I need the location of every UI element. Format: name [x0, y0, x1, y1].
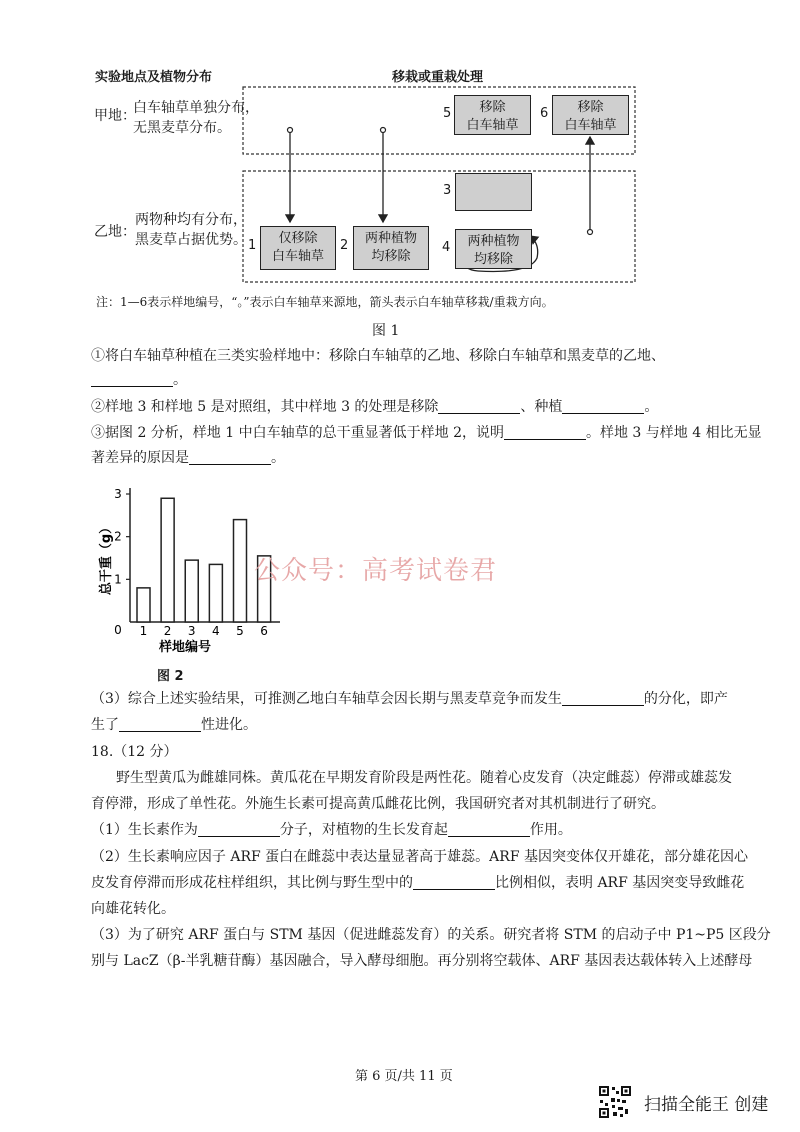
answer-blank[interactable]: [198, 820, 280, 837]
y-tick-label: 2: [114, 529, 122, 544]
site-a-name: 甲地：: [94, 108, 136, 124]
q18-p1-cont: 育停滞，形成了单性花。外施生长素可提高黄瓜雌花比例，我国研究者对其机制进行了研究。: [91, 796, 665, 812]
plot-2-box: 两种植物 均移除: [353, 226, 429, 270]
x-tick-label: 2: [163, 624, 172, 638]
answer-blank[interactable]: [91, 370, 173, 387]
q17-p1: ①将白车轴草种植在三类实验样地中：移除白车轴草的乙地、移除白车轴草和黑麦草的乙地、: [91, 348, 665, 364]
figure2-bar-chart: [80, 478, 280, 678]
q17-p1-cont: 。: [91, 369, 187, 391]
q17-p3-cont: 著差异的原因是 。: [91, 450, 285, 466]
q17-p3: ③据图 2 分析，样地 1 中白车轴草的总干重显著低于样地 2，说明 。样地 3 与样地 4 相比无显: [91, 425, 762, 441]
figure1-header-right: 移栽或重栽处理: [392, 70, 484, 85]
q18-title: 18.（12 分）: [91, 744, 178, 760]
answer-blank[interactable]: [189, 448, 271, 465]
source-marker: [381, 128, 386, 133]
x-tick-label: 5: [236, 624, 244, 638]
q18-p4-cont: 别与 LacZ（β-半乳糖苷酶）基因融合，导入酵母细胞。再分别将空载体、ARF 基因表达载体转入上述酵母: [91, 953, 753, 969]
plot-1-number: 1: [248, 238, 257, 253]
x-tick-label: 3: [187, 624, 196, 638]
page-number: 第 6 页/共 11 页: [355, 1069, 453, 1084]
plot-2-number: 2: [340, 238, 349, 253]
y-axis-label: 总干重（g）: [99, 520, 114, 596]
y-tick-label: 1: [114, 572, 122, 587]
q18-p3-cont2: 向雄花转化。: [91, 901, 175, 917]
q17-p2: ②样地 3 和样地 5 是对照组，其中样地 3 的处理是移除 、种植 。: [91, 399, 659, 415]
source-marker: [588, 230, 593, 235]
x-tick-label: 6: [260, 624, 268, 638]
figure1-header-left: 实验地点及植物分布: [95, 70, 213, 85]
scanner-credit: 扫描全能王 创建: [644, 1095, 769, 1115]
bar-plot-2: [161, 498, 174, 622]
answer-blank[interactable]: [119, 715, 201, 732]
plot-5-number: 5: [443, 106, 452, 121]
q18-p3-cont: 皮发育停滞而形成花柱样组织，其比例与野生型中的 比例相似，表明 ARF 基因突变导致雌花: [91, 875, 745, 891]
site-a-desc-1: 白车轴草单独分布，: [133, 100, 259, 116]
answer-blank[interactable]: [562, 397, 644, 414]
plot-5-box: 移除 白车轴草: [454, 95, 531, 135]
plot-3-number: 3: [443, 183, 452, 198]
plot-4-number: 4: [442, 240, 451, 255]
figure2-caption: 图 2: [157, 669, 184, 684]
plot-6-box: 移除 白车轴草: [552, 95, 629, 135]
figure1-caption: 图 1: [372, 323, 400, 339]
site-a-desc-2: 无黑麦草分布。: [133, 120, 231, 136]
answer-blank[interactable]: [448, 820, 530, 837]
plot-3-box: [455, 173, 532, 211]
x-tick-label: 1: [139, 624, 148, 638]
bar-plot-4: [209, 564, 222, 622]
x-tick-label: 4: [212, 624, 220, 638]
site-b-desc-1: 两物种均有分布，: [135, 212, 247, 228]
figure1-note: 注：1—6表示样地编号，“。”表示白车轴草来源地，箭头表示白车轴草移栽/重栽方向。: [96, 295, 554, 309]
q18-p2: （1）生长素作为 分子，对植物的生长发育起 作用。: [91, 822, 572, 838]
y-tick-label: 3: [114, 487, 122, 501]
plot-4-box: 两种植物 均移除: [455, 229, 532, 269]
y-tick-label: 0: [114, 623, 122, 637]
plot-1-box: 仅移除 白车轴草: [260, 226, 336, 270]
bar-plot-3: [185, 560, 198, 622]
q18-p4: （3）为了研究 ARF 蛋白与 STM 基因（促进雌蕊发育）的关系。研究者将 STM 的启动子中 P1~P5 区段分: [91, 927, 771, 943]
q18-p1: 野生型黄瓜为雌雄同株。黄瓜花在早期发育阶段是两性花。随着心皮发育（决定雌蕊）停滞或雄蕊发: [116, 770, 732, 786]
watermark-text: 公众号：高考试卷君: [254, 556, 498, 586]
site-b-desc-2: 黑麦草占据优势。: [135, 232, 247, 248]
answer-blank[interactable]: [504, 423, 586, 440]
q17-p4: （3）综合上述实验结果，可推测乙地白车轴草会因长期与黑麦草竞争而发生 的分化，即产: [91, 691, 728, 707]
q17-p4-cont: 生了 性进化。: [91, 717, 257, 733]
source-marker: [288, 128, 293, 133]
site-b-name: 乙地：: [94, 224, 136, 240]
plot-6-number: 6: [540, 106, 549, 121]
qr-code-icon: [598, 1085, 632, 1119]
answer-blank[interactable]: [413, 873, 495, 890]
x-axis-label: 样地编号: [158, 640, 212, 655]
q18-p3: （2）生长素响应因子 ARF 蛋白在雌蕊中表达量显著高于雄蕊。ARF 基因突变体仅开雄花，部分雄花因心: [91, 849, 748, 865]
answer-blank[interactable]: [562, 689, 644, 706]
answer-blank[interactable]: [438, 397, 520, 414]
bar-plot-5: [234, 520, 247, 622]
bar-plot-1: [137, 588, 150, 622]
